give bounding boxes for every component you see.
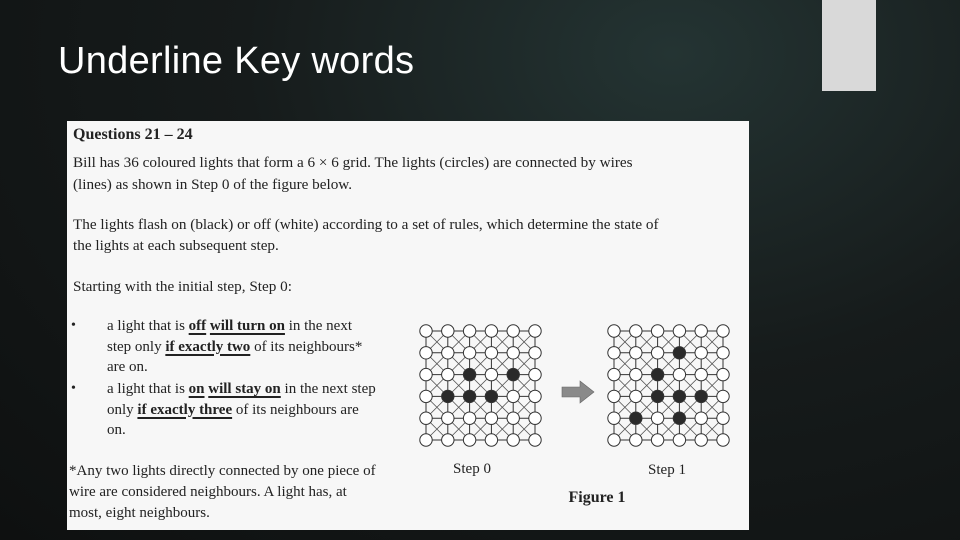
- step1-light-off: [608, 434, 620, 446]
- step0-light-off: [485, 368, 497, 380]
- rule-1-part-3: of its neighbours* are on.: [107, 338, 363, 375]
- step1-light-off: [608, 368, 620, 380]
- rule-2-will-stay-on: will stay on: [208, 381, 281, 397]
- lights-figure: [412, 319, 747, 515]
- step0-light-on: [507, 368, 519, 380]
- rule-2-part-3: of its neighbours are on.: [107, 401, 359, 438]
- step0-light-on: [442, 390, 454, 402]
- step1-light-off: [651, 412, 663, 424]
- step0-light-off: [529, 434, 541, 446]
- step0-light-off: [420, 412, 432, 424]
- step0-light-off: [442, 412, 454, 424]
- paragraph-1-line-2: (lines) as shown in Step 0 of the figure below.: [73, 176, 353, 193]
- step1-light-off: [717, 347, 729, 359]
- step1-light-off: [673, 434, 685, 446]
- step0-light-off: [507, 412, 519, 424]
- step1-light-off: [695, 412, 707, 424]
- step1-light-off: [673, 368, 685, 380]
- paragraph-3: Starting with the initial step, Step 0:: [73, 278, 292, 295]
- step1-light-off: [630, 325, 642, 337]
- step1-light-on: [695, 390, 707, 402]
- step1-light-off: [717, 390, 729, 402]
- step0-light-off: [485, 412, 497, 424]
- step1-light-on: [651, 368, 663, 380]
- step0-light-off: [420, 347, 432, 359]
- step0-light-off: [420, 434, 432, 446]
- bullet-2: •: [71, 381, 76, 396]
- rule-1-part-1: a light that is: [107, 318, 189, 334]
- rule-1-will-turn-on: will turn on: [209, 318, 285, 334]
- step0-light-off: [507, 347, 519, 359]
- step0-light-off: [507, 390, 519, 402]
- paragraph-2-line-1: The lights flash on (black) or off (white) according to a set of rules, which determine the state of: [73, 216, 659, 233]
- rule-2-on: on: [188, 381, 205, 397]
- step0-light-off: [485, 434, 497, 446]
- arrow-icon: [562, 381, 594, 403]
- step1-light-on: [651, 390, 663, 402]
- step0-light-off: [442, 325, 454, 337]
- step0-light-off: [529, 412, 541, 424]
- rule-2: [107, 379, 377, 441]
- step1-light-off: [695, 434, 707, 446]
- slide-title: Underline Key words: [58, 40, 415, 82]
- step0-light-off: [529, 390, 541, 402]
- step0-light-off: [442, 347, 454, 359]
- step0-light-off: [420, 325, 432, 337]
- rule-2-part-2: in the next step only: [107, 381, 376, 418]
- rule-2-part-1: a light that is: [107, 381, 189, 397]
- step1-light-on: [673, 390, 685, 402]
- step0-light-off: [507, 325, 519, 337]
- paragraph-1-line-1: Bill has 36 coloured lights that form a 6 × 6 grid. The lights (circles) are connected by wires: [73, 154, 633, 171]
- step0-light-off: [485, 325, 497, 337]
- step1-light-off: [630, 368, 642, 380]
- step1-light-off: [695, 325, 707, 337]
- step1-light-off: [608, 347, 620, 359]
- step1-light-off: [651, 347, 663, 359]
- step0-light-off: [442, 434, 454, 446]
- step0-light-off: [463, 412, 475, 424]
- questions-heading: Questions 21 – 24: [73, 126, 193, 143]
- step0-light-off: [529, 368, 541, 380]
- document-image: [67, 121, 749, 530]
- step1-light-off: [651, 325, 663, 337]
- step0-light-on: [463, 390, 475, 402]
- step1-light-off: [651, 434, 663, 446]
- step1-light-off: [630, 434, 642, 446]
- rule-1-if-exactly-two: [165, 339, 250, 355]
- caption-step-1: Step 1: [648, 462, 686, 478]
- step1-light-off: [673, 325, 685, 337]
- step1-light-off: [630, 390, 642, 402]
- step0-light-on: [485, 390, 497, 402]
- rule-1-off: off: [188, 318, 207, 334]
- step1-light-off: [717, 412, 729, 424]
- rule-1: [107, 316, 377, 378]
- step1-light-on: [673, 412, 685, 424]
- step1-light-off: [630, 347, 642, 359]
- paragraph-2-line-2: the lights at each subsequent step.: [73, 237, 279, 254]
- bullet-1: •: [71, 318, 76, 333]
- step0-light-off: [463, 434, 475, 446]
- rule-2-condition: if exactly three: [137, 401, 233, 418]
- step1-light-off: [717, 368, 729, 380]
- step0-light-off: [463, 347, 475, 359]
- step0-light-off: [442, 368, 454, 380]
- rule-1-condition: if exactly two: [165, 338, 251, 355]
- step1-light-off: [695, 347, 707, 359]
- step0-light-on: [463, 368, 475, 380]
- step1-light-on: [630, 412, 642, 424]
- caption-step-0: Step 0: [453, 461, 491, 477]
- figure-label: Figure 1: [568, 489, 626, 506]
- step0-light-off: [529, 347, 541, 359]
- accent-bar: [822, 0, 876, 91]
- step0-light-off: [420, 390, 432, 402]
- step1-light-on: [673, 347, 685, 359]
- step0-light-off: [507, 434, 519, 446]
- step0-light-off: [463, 325, 475, 337]
- rule-1-part-2: in the next step only: [107, 318, 353, 355]
- step1-light-off: [717, 325, 729, 337]
- step0-light-off: [485, 347, 497, 359]
- rule-2-if-exactly-three: [137, 402, 232, 418]
- step0-light-off: [420, 368, 432, 380]
- footnote: *Any two lights directly connected by one piece of wire are considered neighbours. A light has, at most, eight neighbours.: [69, 463, 376, 521]
- step1-light-off: [717, 434, 729, 446]
- step1-light-off: [695, 368, 707, 380]
- step1-light-off: [608, 390, 620, 402]
- step0-light-off: [529, 325, 541, 337]
- step1-light-off: [608, 325, 620, 337]
- step1-light-off: [608, 412, 620, 424]
